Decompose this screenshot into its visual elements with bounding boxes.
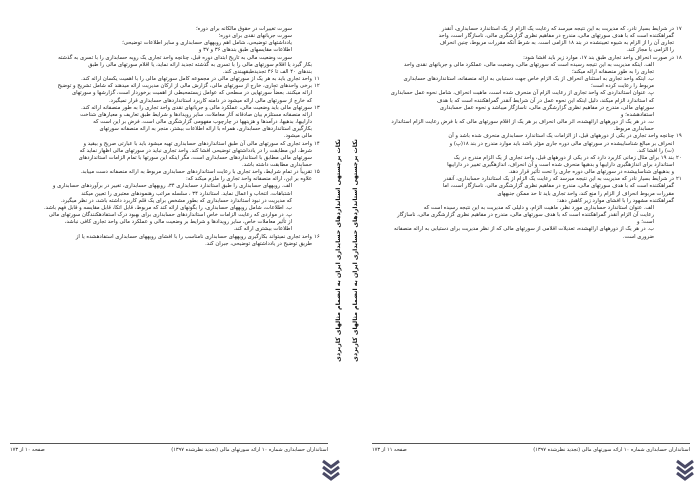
- text-line: [10, 112, 328, 119]
- text-line: [372, 205, 690, 212]
- paragraph-text: واحد تجاری نمیتواند بکارگیری رویههای حسابداری نامناسب را با افشای رویههای حسابداری استفادهشده یا از: [75, 233, 312, 240]
- paragraph-text: واحد تجاری که سورتهای مالی آن طبق استانداردهای حسابداری تهیه میشود باید با عبارتی صریح و بیقید و: [83, 140, 312, 147]
- paragraph-text: ارائه میکنند. بعضاً سورتهایی در سطحی که عوامل زیستمحیطی از اهمیت برخوردار است، گزارشها و سورتهای: [71, 90, 312, 97]
- right-footer-title: استانداران حسابداری شماره ۱۰ ارائه سورتهای مالی (تجدید نظرشده ۱۳۹۷): [533, 447, 690, 453]
- chevron-down-icon[interactable]: [672, 456, 698, 482]
- paragraph-text: سورتهای مالی مطابق با استانداردهای حسابداری است، مگر اینکه این سورتها با تمام الزامات استانداردهای: [78, 154, 312, 161]
- paragraph-text: گمراهکننده است که با هدف سورتهای مالی، مندرج در مفاهیم نظری گزارشگری مالی، ناسازگار است، اما: [442, 183, 674, 190]
- text-line: [372, 133, 690, 140]
- paragraph-number: ۱۱: [314, 76, 320, 83]
- paragraph-number: ۱۳: [314, 104, 320, 111]
- paragraph-text: پ. در مواردی که رعایت الزامات خاص استانداردهای حسابداری برای بهبود درک استفادهکنندگان سورتهای مالی: [48, 212, 292, 219]
- paragraph-number: ۱۲: [314, 83, 320, 90]
- paragraph-text: تقریباً در تمام شرایط، واحد تجاری با رعایت استانداردهای حسابداری مربوط به ارائه منصفانه دست مییابد.: [80, 169, 312, 176]
- paragraph-text: تجاری را به طور منصفانه ارائه میکند؛: [571, 68, 654, 75]
- paragraph-number: ۲۱: [676, 176, 682, 183]
- paragraph-number: ۱۸: [676, 54, 682, 61]
- paragraph-text: که استاندارد الزام میکند، دلیل اینکه این نحوه عمل در آن شرایط آنقدر گمراهکننده است که با هدف: [436, 97, 654, 104]
- left-page-footer: [10, 443, 328, 455]
- left-page-number: صفحه ۱۰ از ۱۷۳: [10, 447, 45, 453]
- paragraph-number: ۱۴: [314, 140, 320, 147]
- paragraph-text: ت. در هر یک از دورههای ارائهشده، اثر مالی انحراف بر هر یک از اقلام سورتهای مالی که با فرض رعایت الزام استاندارد: [391, 119, 654, 126]
- text-line: [10, 126, 328, 133]
- paragraph-text: حسابداری مطابقت داشته باشد.: [242, 161, 312, 168]
- paragraph-text: علاوه بر این، ارائه منصفانه واحد تجاری را ملزم میکند که:: [185, 176, 312, 183]
- paragraph-text: بکارگیری استانداردهای حسابداری، همراه با ارائه اطلاعات بیشتر، منجر به ارائه منصفانه سورتهای: [99, 126, 312, 133]
- paragraph-text: تجاری آن را از الزام به شیوه تعیینشده در بند ۱۸ الزامی است. به شرط آنکه مقررات مربوط، چنین انحراف: [439, 40, 674, 47]
- text-line: [372, 141, 690, 148]
- text-line: [372, 98, 690, 105]
- paragraph-text: استاندارد برای اندازهگیری داراییها و بدهیها منحرف شده است و آن انحراف، اندازهگیری تغییر در داراییها: [447, 161, 674, 168]
- right-side-title-text: نکات برجستهی استانداردهای حسابداری ایران به انضمام مثالهای کاربردی: [351, 138, 359, 362]
- text-line: [10, 226, 328, 233]
- right-page-number: صفحه ۱۱ از ۱۷۳: [372, 447, 407, 453]
- paragraph-text: چنانچه واحد تجاری در یکی از دورههای قبل، از الزامات یک استاندارد حسابداری منحرف شده باشد و آن: [448, 133, 674, 140]
- paragraph-text: سورتهای مالی باید وضعیت مالی، عملکرد مالی و جریانهای نقدی واحد تجاری را به طور منصفانه ارائه کند.: [81, 104, 312, 111]
- text-line: [10, 141, 328, 148]
- paragraph-text: که مدیریت در نبود استاندارد حسابداری که بطور مشخص برای یک قلم کاربرد داشته باشد، در نظر میگیرد.: [60, 197, 292, 204]
- left-page-text: [10, 26, 328, 248]
- paragraph-text: را الزامی یا مجاز کند.: [626, 47, 674, 54]
- paragraph-text: اطلاعات بیشتری ارائه کند.: [233, 226, 292, 233]
- paragraph-text: که خارج از سورتهای مالی ارائه میشود در دامنه کاربرد استانداردهای حسابداری قرار نمیگیرد.: [108, 97, 312, 104]
- paragraph-text: ضروری است.: [622, 233, 654, 240]
- right-page: [372, 18, 690, 473]
- chevron-down-icon[interactable]: [318, 456, 344, 482]
- text-line: [10, 40, 328, 47]
- text-line: [372, 90, 690, 97]
- paragraph-number: ۱۶: [314, 233, 320, 240]
- text-line: [372, 148, 690, 155]
- paragraph-number: ۱۹: [676, 133, 682, 140]
- text-line: [10, 191, 328, 198]
- paragraph-text: سورت تغییرات در حقوق مالکانه برای دوره؛: [195, 26, 292, 32]
- text-line: [10, 241, 328, 248]
- text-line: [372, 155, 690, 162]
- left-side-title: [333, 120, 343, 380]
- text-line: [10, 183, 328, 190]
- text-line: [372, 47, 690, 54]
- text-line: [372, 191, 690, 198]
- text-line: [372, 105, 690, 112]
- paragraph-text: بکار گیرد یا اقلام سورتهای مالی را با تسری به گذشته تجدید ارائه نماید، یا اقلام سورتهای مالی را طبق: [88, 61, 312, 68]
- paragraph-text: داراییها، بدهیها، درآمدها و هزینهها در چارچوب مفهومی گزارشگری مالی است. فرض بر این است که: [93, 119, 312, 126]
- paragraph-text: از تأثیر معاملات خاص، سایر رویدادها و شرایط بر وضعیت مالی و عملکرد مالی واحد تجاری کافی نباشد،: [64, 219, 292, 226]
- text-line: [10, 90, 328, 97]
- paragraph-text: در صورت انحراف واحد تجاری طبق بند ۱۷، موارد زیر باید افشا شود:: [523, 54, 674, 61]
- paragraph-text: سورتهای مالی، مندرج در مفاهیم نظری گزارشگری مالی، ناسازگار میباشد و نحوه عمل حسابداری: [439, 104, 654, 111]
- paragraph-text: ب. اینکه واحد تجاری به استثنای انحراف از یک الزام خاص جهت دستیابی به ارائه منصفانه، استانداردهای حسابداری: [403, 76, 654, 83]
- paragraph-text: (ت) را افشا کند.: [636, 147, 674, 154]
- paragraph-text: مالی میشود.: [283, 133, 312, 140]
- paragraph-text: سورت وضعیت مالی به تاریخ ابتدای دوره قبل، چنانچه واحد تجاری یک رویه حسابداری را با تسری به گذشته: [58, 54, 292, 61]
- right-side-title: [350, 120, 360, 380]
- paragraph-text: بند ۱۹ برای مثال زمانی کاربرد دارد که در یکی از دورههای قبل، واحد تجاری از یک الزام مندرج در یک: [453, 154, 674, 161]
- paragraph-text: ب. اطلاعات، شامل رویههای حسابداری، را بگونهای ارائه کند که مربوط، قابل اتکا، قابل مقایسه و قابل فهم باشد.: [44, 204, 292, 211]
- text-line: [10, 234, 328, 241]
- paragraph-text: برخی واحدهای تجاری، خارج از سورتهای مالی، گزارش مالی از ارکان مدیریت ارائه میدهند که شامل تشریح و توضیح: [57, 83, 312, 90]
- text-line: [372, 119, 690, 126]
- text-line: [372, 198, 690, 205]
- paragraph-text: بندهای ۴۰ الف تا ۴۶ تجدیدطبقهبندی کند.: [222, 68, 312, 75]
- paragraph-text: پ. عنوان استانداردی که واحد تجاری از رعایت الزام آن منحرف شده است، ماهیت انحراف، شامل نحوه عمل حسابداری: [390, 90, 654, 97]
- paragraph-text: سورت جریانهای نقدی برای دوره؛: [218, 33, 292, 40]
- paragraph-text: واحد تجاری باید به هر یک از سورتهای مالی در مجموعه کامل سورتهای مالی را با اهمیت یکسان ارائه کند.: [81, 76, 312, 83]
- paragraph-text: شرط، این مطابقت را در یادداشتهای توضیحی افشا کند. واحد تجاری نباید در سورتهای مالی اظهار نماید که: [79, 147, 312, 154]
- paragraph-text: مقررات مربوط انحراف از الزام را منع کند، واحد تجاری باید تا حد ممکن جنبههای: [497, 190, 674, 197]
- paragraph-text: در شرایط بسیار نادر که مدیریت به این نتیجه میرسد که رعایت یک الزام از یک استاندارد حسابداری، آنقدر: [443, 176, 674, 183]
- paragraph-text: گمراهکننده است که با هدف سورتهای مالی، مندرج در مفاهیم نظری گزارشگری مالی، ناسازگار است، واحد: [438, 33, 674, 40]
- left-side-title-text: نکات برجستهی استانداردهای حسابداری ایران به انضمام مثالهای کاربردی: [334, 138, 342, 362]
- paragraph-text: الف. عنوان استاندارد حسابداری مورد نظر، ماهیت الزام، و دلیلی که مدیریت به این نتیجه رسیده است که: [423, 204, 654, 211]
- paragraph-text: رعایت آن الزام آنقدر گمراهکننده است که با هدف سورتهای مالی، مندرج در مفاهیم نظری گزارشگری مالی، ناسازگار: [397, 212, 654, 219]
- text-line: [10, 47, 328, 54]
- left-page: [10, 18, 328, 473]
- paragraph-text: اطلاعات مقایسهای طبق بندهای ۳۶ و ۳۷ و: [198, 47, 292, 54]
- text-line: [10, 155, 328, 162]
- text-line: [372, 212, 690, 219]
- text-line: [372, 112, 690, 119]
- paragraph-text: الف. رویههای حسابداری را طبق استاندارد حسابداری ۳۴، رویههای حسابداری، تغییر در برآوردهای حسابداری و: [52, 183, 292, 190]
- right-page-footer: [372, 443, 690, 455]
- text-line: [10, 98, 328, 105]
- paragraph-text: ب. در هر یک از دورههای ارائهشده، تعدیلات اقلامی از سورتهای مالی که از نظر مدیریت برای دستیابی به ارائه منصفانه: [394, 226, 654, 233]
- paragraph-text: انحراف بر مبالغ شناساییشده در سورتهای مالی دوره جاری مؤثر باشد باید موارد مندرج در بند ۱۸(پ) و: [449, 140, 674, 147]
- text-line: [10, 205, 328, 212]
- text-line: [10, 105, 328, 112]
- paragraph-number: ۲۰: [676, 154, 682, 161]
- paragraph-text: اشتباهات، انتخاب و اعمال نماید. استاندارد ۳۴ ، سلسله مراتب رهنمودهای معتبری را تعیین میکند: [81, 190, 292, 197]
- paragraph-text: یادداشتهای توضیحی، شامل اهم رویههای حسابداری و سایر اطلاعات توضیحی؛: [122, 40, 292, 47]
- text-line: [372, 234, 690, 241]
- paragraph-text: استفادهشده؛ و: [620, 111, 654, 118]
- paragraph-text: حسابداری مربوط.: [613, 126, 654, 133]
- paragraph-text: ارائه منصفانه مستلزم بیان صادقانه آثار معاملات، سایر رویدادها و شرایط طبق تعاریف و معیارهای شناخت: [80, 111, 312, 118]
- paragraph-text: مربوط را رعایت کرده است؛: [590, 83, 654, 90]
- text-line: [10, 62, 328, 69]
- paragraph-text: و بدهیهای شناساییشده در سورتهای مالی دوره جاری را تحت تأثیر قرار دهد.: [508, 169, 674, 176]
- text-line: [372, 55, 690, 62]
- paragraph-number: ۱۷: [676, 26, 682, 32]
- paragraph-text: طریق توضیح در یادداشتهای توضیحی، جبران کند.: [205, 240, 312, 247]
- text-line: [10, 198, 328, 205]
- paragraph-text: الف. اینکه مدیریت به این نتیجه رسیده است که سورتهای مالی، وضعیت مالی، عملکرد مالی و جریانهای نقدی واحد: [404, 61, 654, 68]
- text-line: [10, 55, 328, 62]
- text-line: [10, 133, 328, 140]
- left-footer-title: استانداران حسابداری شماره ۱۰ ارائه سورتهای مالی (تجدید نظرشده ۱۳۹۷): [171, 447, 328, 453]
- paragraph-text: در شرایط بسیار نادر، که مدیریت به این نتیجه میرسد که رعایت یک الزام از یک استاندارد حسابداری، آنقدر: [441, 26, 674, 32]
- text-line: [372, 226, 690, 233]
- text-line: [372, 183, 690, 190]
- right-page-text: [372, 26, 690, 241]
- paragraph-text: گمراهکننده مشهود را با افشای موارد زیر کاهش دهد:: [557, 197, 674, 204]
- paragraph-text: است؛ و: [636, 219, 654, 226]
- text-line: [10, 148, 328, 155]
- paragraph-number: ۱۵: [314, 169, 320, 176]
- text-line: [10, 26, 328, 33]
- text-line: [372, 62, 690, 69]
- text-line: [10, 33, 328, 40]
